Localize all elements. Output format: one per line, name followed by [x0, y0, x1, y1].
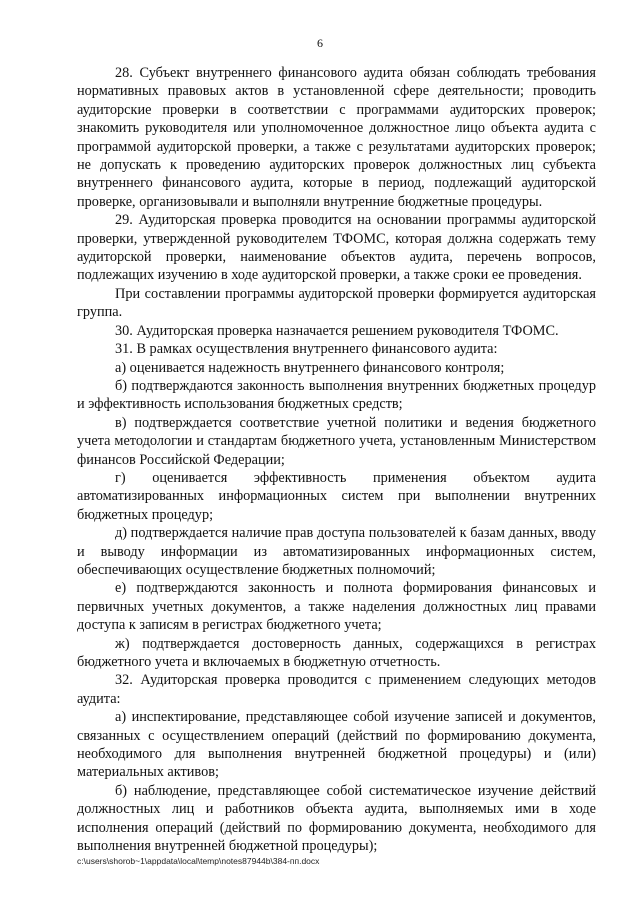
paragraph-29-audit-group: При составлении программы аудиторской проверки формируется аудиторская группа.: [77, 285, 596, 321]
paragraph-28: 28. Субъект внутреннего финансового аудита обязан соблюдать требования нормативных правовых актов в установленной сфере деятельности; проводить аудиторские проверки в соответствии с программами аудиторских проверок; знакомить руководителя или уполномоченное должностное лицо объекта аудита с программой аудиторской проверки, а также с результатами аудиторских проверок; не допускать к проведению аудиторских проверок должностных лиц субъекта внутреннего финансового аудита, которые в период, подлежащий аудиторской проверке, организовывали и выполняли внутренние бюджетные процедуры.: [77, 65, 596, 210]
paragraph-31-b: б) подтверждаются законность выполнения внутренних бюджетных процедур и эффективность использования бюджетных средств;: [77, 377, 596, 413]
paragraph-31-e: е) подтверждаются законность и полнота формирования финансовых и первичных учетных документов, а также наделения должностных лиц правами доступа к записям в регистрах бюджетного учета;: [77, 580, 596, 634]
paragraph-31-a: а) оценивается надежность внутреннего финансового контроля;: [115, 359, 505, 376]
paragraph-31-v: в) подтверждается соответствие учетной политики и ведения бюджетного учета методологии и стандартам бюджетного учета, установленным Министерством финансов Российской Федерации;: [77, 414, 596, 468]
page-number: 6: [317, 36, 323, 50]
paragraph-31: 31. В рамках осуществления внутреннего финансового аудита:: [115, 341, 498, 358]
paragraph-32-b: б) наблюдение, представляющее собой систематическое изучение действий должностных лиц и работников объекта аудита, выполняемых ими в ходе исполнения операций (действий по формированию документа, необходимого для выполнения внутренней бюджетной процедуры);: [77, 782, 596, 855]
footer-file-path: c:\users\shorob~1\appdata\local\temp\notes87944b\384-пп.docx: [77, 856, 320, 866]
paragraph-31-d: д) подтверждается наличие прав доступа пользователей к базам данных, вводу и выводу информации из автоматизированных информационных систем, обеспечивающих осуществление бюджетных полномочий;: [77, 525, 596, 578]
paragraph-30: 30. Аудиторская проверка назначается решением руководителя ТФОМС.: [115, 322, 559, 339]
paragraph-31-g: г) оценивается эффективность применения объектом аудита автоматизированных информационных систем при выполнении внутренних бюджетных процедур;: [77, 469, 596, 523]
paragraph-32: 32. Аудиторская проверка проводится с применением следующих методов аудита:: [77, 672, 596, 707]
paragraph-32-a: а) инспектирование, представляющее собой изучение записей и документов, связанных с осуществлением операций (действий по формированию документа, необходимого для выполнения внутренней бюджетной процедуры) и (или) материальных активов;: [77, 709, 596, 781]
paragraph-29: 29. Аудиторская проверка проводится на основании программы аудиторской проверки, утвержденной руководителем ТФОМС, которая должна содержать тему аудиторской проверки, наименование объектов аудита, перечень вопросов, подлежащих изучению в ходе аудиторской проверки, а также сроки ее проведения.: [77, 212, 596, 284]
paragraph-31-zh: ж) подтверждается достоверность данных, содержащихся в регистрах бюджетного учета и включаемых в бюджетную отчетность.: [77, 635, 596, 670]
document-body: [77, 64, 596, 855]
